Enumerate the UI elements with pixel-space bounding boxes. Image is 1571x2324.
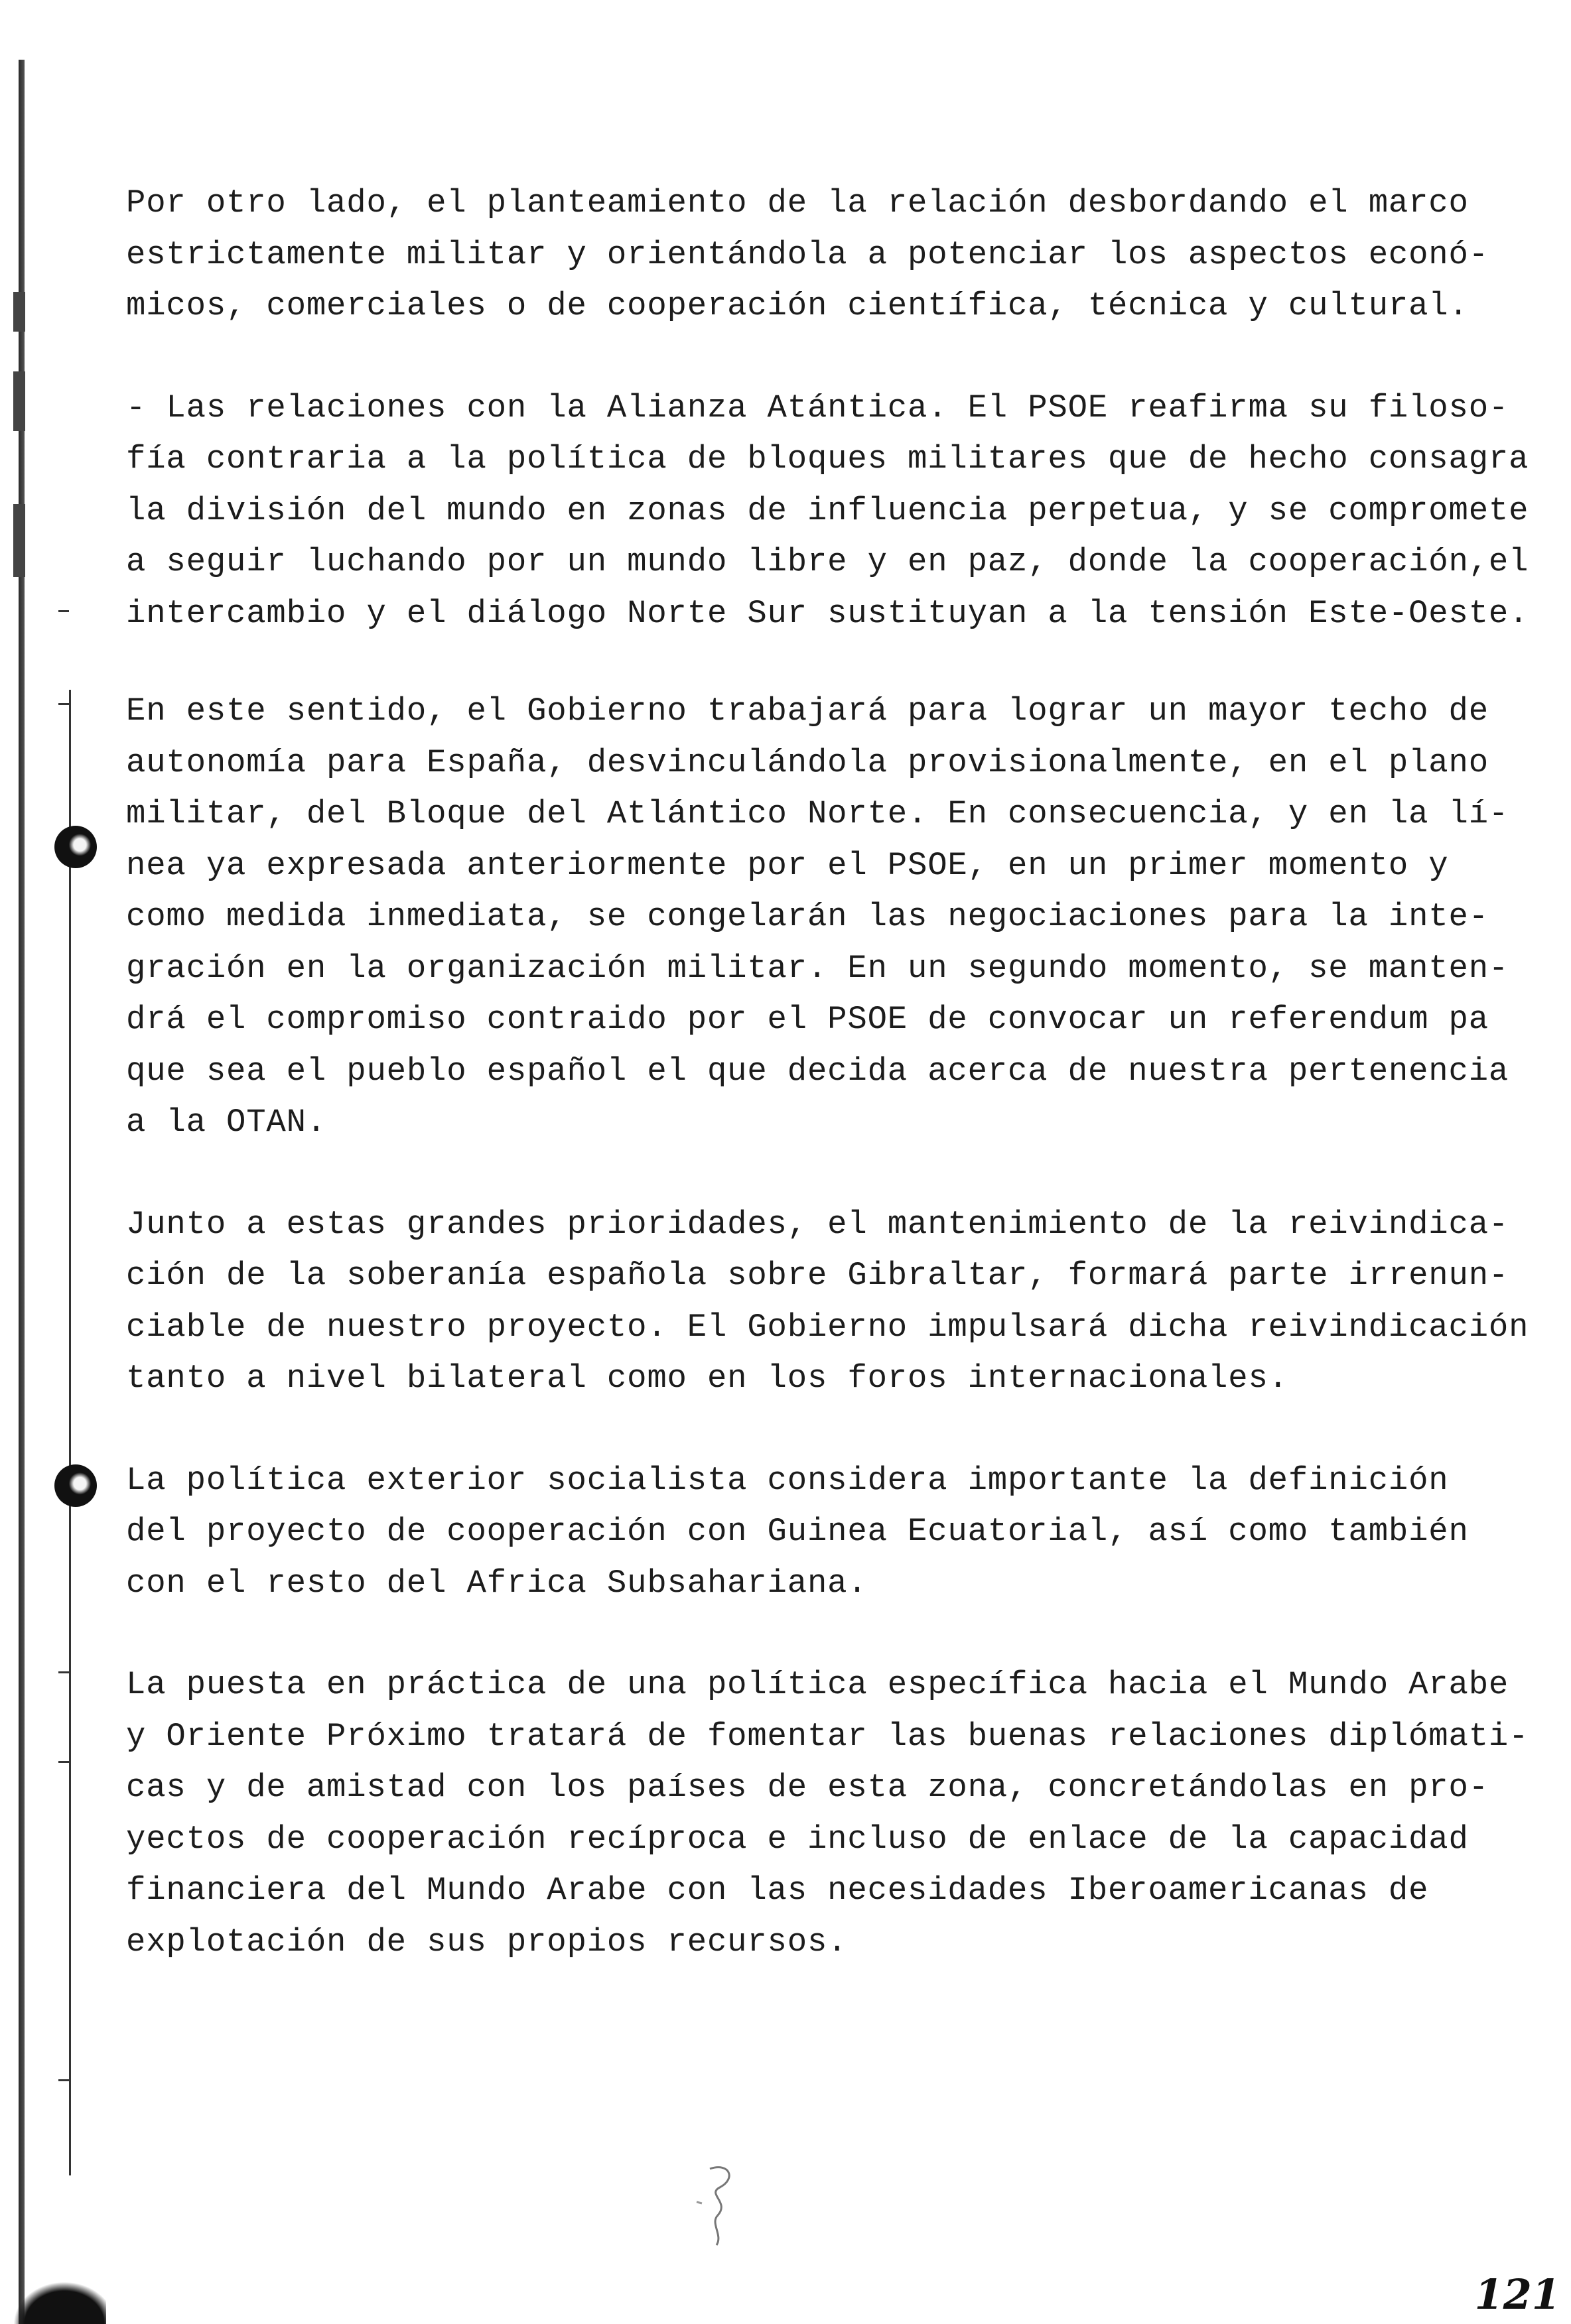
document-body (126, 178, 1552, 2018)
margin-tick (58, 1671, 69, 1673)
paragraph-gibraltar: Junto a estas grandes prioridades, el mantenimiento de la reivindica- ción de la soberanía española sobre Gibraltar, formará parte irrenun- ciable de nuestro proyecto. El Gobierno impulsará dicha reivindicación tanto a nivel bilateral como en los foros internacionales. (126, 1205, 1529, 1397)
punch-hole-icon (54, 826, 97, 868)
paragraph-nato-autonomy: En este sentido, el Gobierno trabajará para lograr un mayor techo de autonomía para España, desvinculándola provisionalmente, en el plano militar, del Bloque del Atlántico Norte. En consecuencia, y en la lí- nea ya expresada anteriormente por el PSOE, en un primer momento y como medida inmediata, se congelarán las negociaciones para la inte- gración en la organización militar. En un segundo momento, se manten- drá el compromiso contraido por el PSOE de convocar un referendum pa que sea el pueblo español el que decida acerca de nuestra pertenencia a la OTAN. (126, 692, 1509, 1141)
paragraph-relationship-scope: Por otro lado, el planteamiento de la relación desbordando el marco estrictamente militar y orientándola a potenciar los aspectos econó- micos, comerciales o de cooperación científica, técnica y cultural. (126, 184, 1489, 324)
margin-tick (58, 610, 69, 612)
page-number: 121 (1474, 2270, 1560, 2319)
paragraph-atlantic-alliance: - Las relaciones con la Alianza Atántica. El PSOE reafirma su filoso- fía contraria a la política de bloques militares que de hecho consagra la división del mundo en zonas de influencia perpetua, y se compromete a seguir luchando por un mundo libre y en paz, donde la cooperación,el intercambio y el diálogo Norte Sur sustituyan a la tensión Este-Oeste. (126, 389, 1529, 632)
paragraph-arab-world: La puesta en práctica de una política específica hacia el Mundo Arabe y Oriente Próximo tratará de fomentar las buenas relaciones diplómati- cas y de amistad con los países de esta zona, concretándolas en pro- yectos de cooperación recíproca e incluso de enlace de la capacidad financiera del Mundo Arabe con las necesidades Iberoamericanas de explotación de sus propios recursos. (126, 1666, 1529, 1961)
punch-hole-icon (54, 1464, 97, 1507)
margin-smudge (13, 504, 25, 577)
margin-tick (58, 2079, 69, 2081)
margin-rule (69, 690, 71, 2175)
margin-tick (58, 1761, 69, 1763)
binding-blot (13, 2282, 106, 2324)
margin-tick (58, 703, 69, 705)
margin-smudge (13, 292, 25, 332)
margin-smudge (13, 371, 25, 431)
scribble-mark-icon (683, 2162, 756, 2262)
paragraph-equatorial-guinea: La política exterior socialista considera importante la definición del proyecto de cooperación con Guinea Ecuatorial, así como también con el resto del Africa Subsahariana. (126, 1461, 1469, 1602)
